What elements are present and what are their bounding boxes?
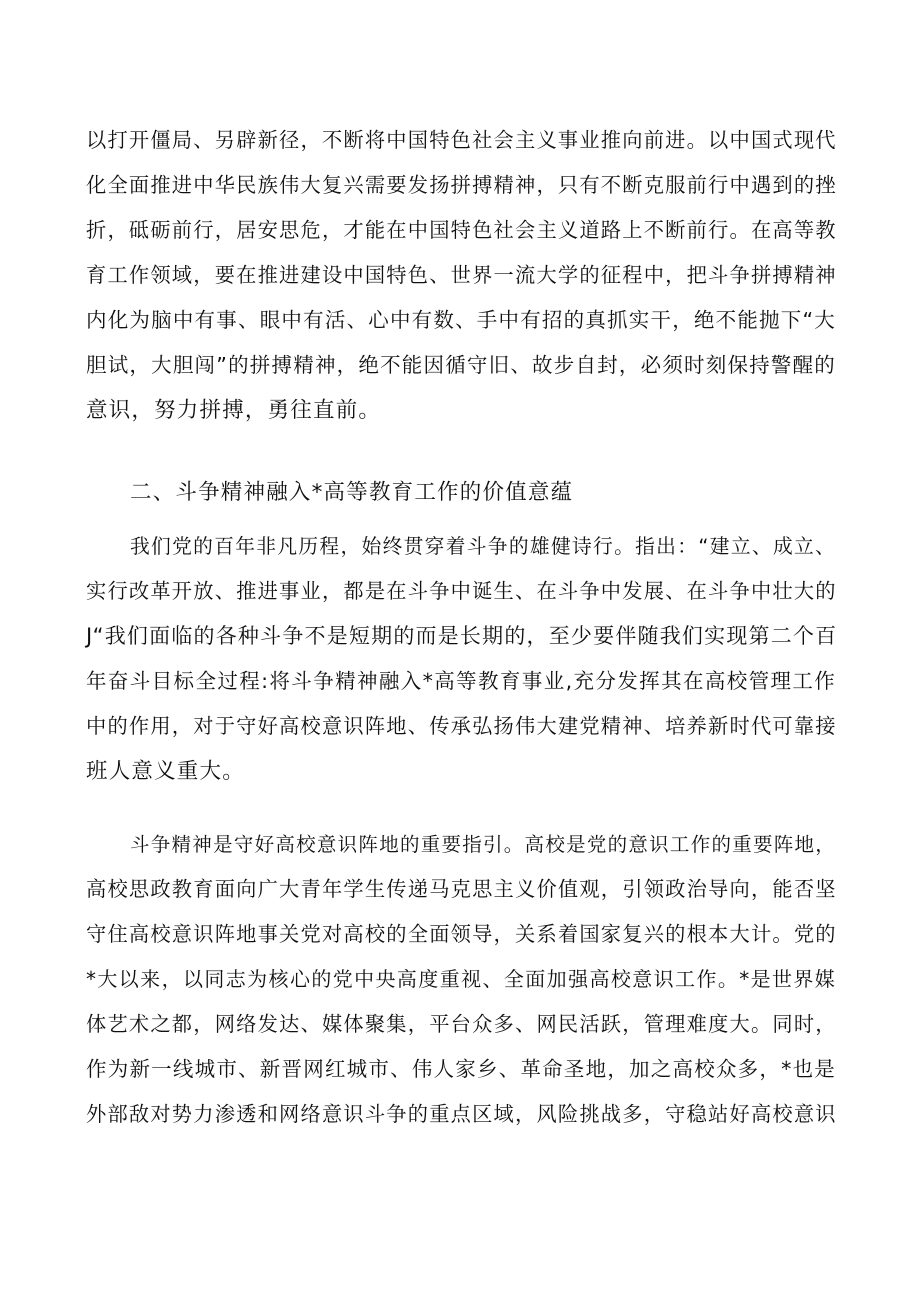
text-line: 中的作用，对于守好高校意识阵地、传承弘扬伟大建党精神、培养新时代可靠接 bbox=[86, 714, 837, 738]
paragraph-1 bbox=[86, 118, 836, 433]
text-line: 作为新一线城市、新晋网红城市、伟人家乡、革命圣地，加之高校众多，*也是 bbox=[86, 1057, 836, 1081]
text-line: 意识，努力拼搏，勇往直前。 bbox=[86, 398, 382, 423]
text-line: J“我们面临的各种斗争不是短期的而是长期的，至少要伴随我们实现第二个百 bbox=[86, 624, 838, 648]
paragraph-3 bbox=[86, 822, 836, 1137]
text-line: 斗争精神是守好高校意识阵地的重要指引。高校是党的意识工作的重要阵地， bbox=[130, 833, 836, 856]
text-line: 体艺术之都，网络发达、媒体聚集，平台众多、网民活跃，管理难度大。同时， bbox=[86, 1012, 837, 1036]
text-line: *大以来，以同志为核心的党中央高度重视、全面加强高校意识工作。*是世界媒 bbox=[86, 967, 836, 991]
text-line: 外部敌对势力渗透和网络意识斗争的重点区域，风险挑战多，守稳站好高校意识 bbox=[86, 1102, 837, 1126]
text-line: 班人意义重大。 bbox=[86, 759, 245, 784]
text-line: 以打开僵局、另辟新径，不断将中国特色社会主义事业推向前进。以中国式现代 bbox=[86, 128, 837, 152]
text-line: 高校思政教育面向广大青年学生传递马克思主义价值观，引领政治导向，能否坚 bbox=[86, 877, 837, 901]
text-line: 胆试，大胆闯”的拼搏精神，绝不能因循守旧、故步自封，必须时刻保持警醒的 bbox=[86, 353, 836, 377]
text-line: 化全面推进中华民族伟大复兴需要发扬拼搏精神，只有不断克服前行中遇到的挫 bbox=[86, 173, 837, 197]
text-line: 内化为脑中有事、眼中有活、心中有数、手中有招的真抓实干，绝不能抛下“大 bbox=[86, 308, 836, 332]
section-heading bbox=[86, 470, 836, 515]
text-line: 育工作领域，要在推进建设中国特色、世界一流大学的征程中，把斗争拼搏精神 bbox=[86, 263, 837, 287]
paragraph-2 bbox=[86, 524, 836, 794]
text-line: 年奋斗目标全过程:将斗争精神融入*高等教育事业,充分发挥其在高校管理工作 bbox=[86, 669, 836, 693]
text-line: 守住高校意识阵地事关党对高校的全面领导，关系着国家复兴的根本大计。党的 bbox=[86, 922, 837, 946]
heading-text: 二、斗争精神融入*高等教育工作的价值意蕴 bbox=[130, 480, 574, 505]
text-line: 实行改革开放、推进事业，都是在斗争中诞生、在斗争中发展、在斗争中壮大的 bbox=[86, 579, 837, 603]
text-line: 我们党的百年非凡历程，始终贯穿着斗争的雄健诗行。指出：“建立、成立、 bbox=[130, 535, 836, 558]
text-line: 折，砥砺前行，居安思危，才能在中国特色社会主义道路上不断前行。在高等教 bbox=[86, 218, 837, 242]
